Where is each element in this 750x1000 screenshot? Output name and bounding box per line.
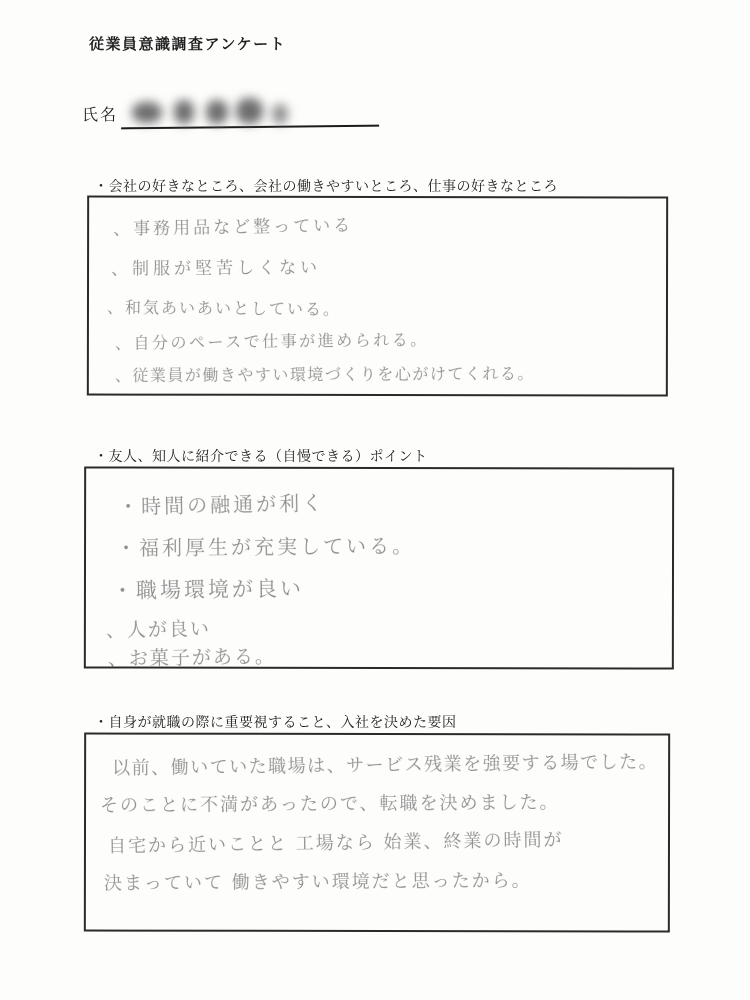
answer-box-3 [84,732,670,932]
handwritten-answer-line: 、自分のペースで仕事が進められる。 [114,329,429,353]
redaction-blob [272,104,288,124]
handwritten-answer-line: 、和気あいあいとしている。 [106,297,342,319]
answer-box-2 [84,466,674,669]
redaction-blob [236,98,263,124]
handwritten-answer-line: ・福利厚生が充実している。 [115,533,416,561]
name-field-label: 氏名 [82,107,119,124]
page-title: 従業員意識調査アンケート [89,36,287,53]
handwritten-answer-line: 以前、働いていた職場は、サービス残業を強要する場でした。 [112,751,659,780]
handwritten-answer-line: そのことに不満があったので、転職を決めました。 [99,792,560,817]
redaction-blob [174,100,194,124]
redacted-name-blur [132,97,297,127]
handwritten-answer-line: 、制服が堅苦しくない [111,257,322,280]
handwritten-answer-line: 決まっていて 働きやすい環境だと思ったから。 [103,870,532,895]
handwritten-answer-line: 自宅から近いことと 工場なら 始業、終業の時間が [107,829,564,858]
handwritten-answer-line: ・職場環境が良い [111,576,305,603]
handwritten-answer-line: 、事務用品など整っている [113,215,354,240]
handwritten-answer-line: 、従業員が働きやすい環境づくりを心がけてくれる。 [114,363,535,386]
handwritten-answer-line: 、お菓子がある。 [107,645,277,670]
redaction-blob [132,102,162,123]
handwritten-answer-line: ・時間の融通が利く [117,490,326,519]
question-label-1: ・会社の好きなところ、会社の働きやすいところ、仕事の好きなところ [94,178,558,194]
question-label-3: ・自身が就職の際に重要視すること、入社を決めた要因 [94,714,457,730]
question-label-2: ・友人、知人に紹介できる（自慢できる）ポイント [94,448,428,464]
redaction-blob [206,100,228,124]
handwritten-answer-line: 、人が良い [105,617,212,642]
answer-box-1 [87,195,668,396]
